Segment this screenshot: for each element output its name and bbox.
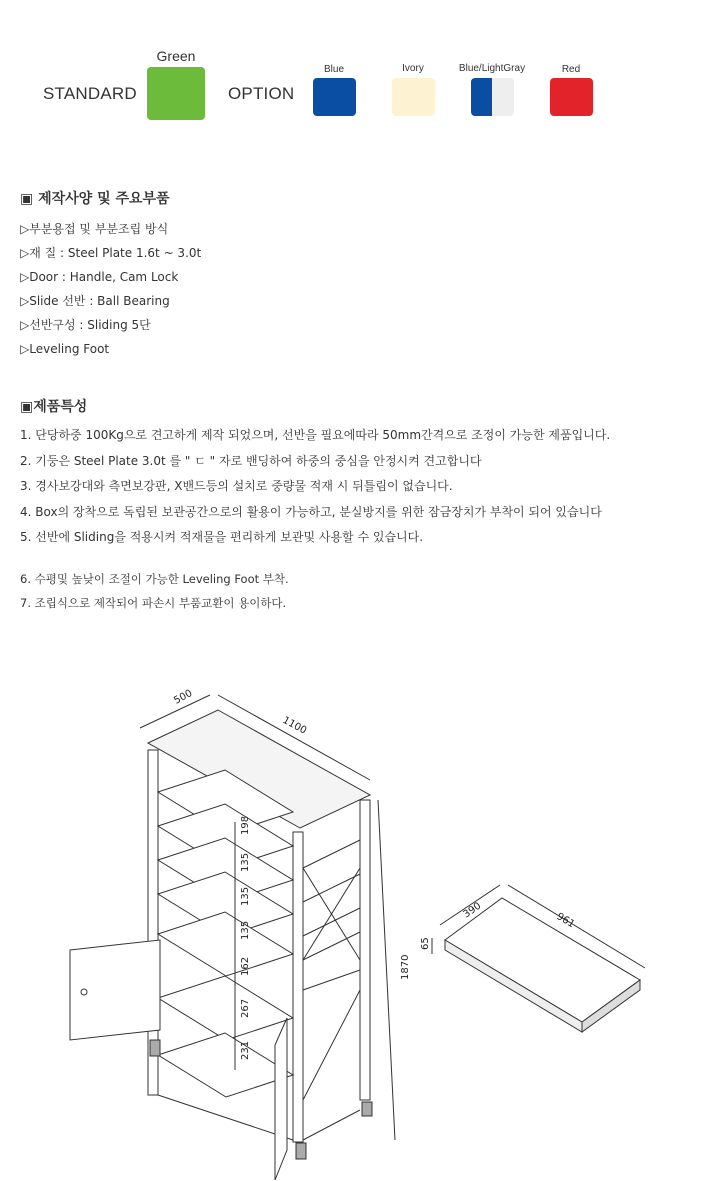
feature-item: 4. Box의 장착으로 독립된 보관공간으로의 활용이 가능하고, 분실방지를 위한 잠금장치가 부착이 되어 있습니다 — [20, 504, 602, 519]
feature-extra-list — [20, 567, 610, 615]
dim-tray-height: 65 — [420, 937, 431, 950]
dim-width: 1100 — [280, 714, 309, 737]
spec-list — [20, 217, 201, 361]
swatch-caption-red: Red — [561, 64, 581, 75]
dim-shelf-gap-5: 162 — [240, 956, 251, 976]
swatch-caption-blue-lightgray: Blue/LightGray — [458, 63, 526, 74]
cabinet-door-right — [275, 1018, 287, 1180]
standard-label: STANDARD — [43, 84, 137, 103]
dim-shelf-gap-7: 231 — [240, 1040, 251, 1060]
color-options — [0, 0, 709, 140]
swatch-ivory — [392, 78, 435, 116]
dim-depth: 500 — [172, 687, 195, 707]
swatch-red — [550, 78, 593, 116]
feature-item: 7. 조립식으로 제작되어 파손시 부품교환이 용이하다. — [20, 595, 287, 610]
back-right-post — [360, 800, 370, 1100]
swatch-caption-green: Green — [156, 48, 196, 64]
spec-item: ▷Door : Handle, Cam Lock — [20, 270, 179, 284]
dim-shelf-gap-4: 135 — [240, 920, 251, 940]
swatch-caption-blue: Blue — [323, 64, 344, 75]
feature-item: 6. 수평및 높낮이 조절이 가능한 Leveling Foot 부착. — [20, 571, 289, 586]
dim-tray-depth: 390 — [461, 900, 484, 921]
feature-item: 5. 선반에 Sliding을 적용시켜 적재물을 편리하게 보관및 사용할 수 있습니다. — [20, 530, 424, 544]
feature-item: 2. 기둥은 Steel Plate 3.0t 를 " ㄷ " 자로 밴딩하여 하중의 중심을 안정시켜 견고합니다 — [20, 453, 482, 468]
feature-item: 1. 단당하중 100Kg으로 견고하게 제작 되었으며, 선반을 필요에따라 50mm간격으로 조정이 가능한 제품입니다. — [20, 428, 611, 442]
feature-item: 3. 경사보강대와 측면보강판, X밴드등의 설치로 중량물 적재 시 뒤틀림이 없습니다. — [20, 479, 453, 493]
spec-item: ▷재 질 : Steel Plate 1.6t ~ 3.0t — [20, 246, 202, 260]
dim-shelf-gap-1: 198 — [240, 815, 251, 835]
spec-item: ▷Slide 선반 : Ball Bearing — [20, 294, 170, 308]
cabinet-drawing — [0, 640, 709, 1181]
spec-item: ▷Leveling Foot — [20, 342, 110, 356]
dim-shelf-gap-2: 135 — [240, 852, 251, 872]
side-rails — [303, 840, 360, 1100]
swatch-caption-ivory: Ivory — [402, 63, 424, 74]
shelves — [158, 770, 293, 1097]
dim-shelf-gap-6: 267 — [240, 998, 251, 1018]
dim-tray-width: 961 — [554, 911, 577, 931]
swatch-blue-part — [471, 78, 492, 116]
dim-shelf-gap-3: 135 — [240, 886, 251, 906]
feature-list — [20, 423, 610, 551]
swatch-blue — [313, 78, 356, 116]
specs-section — [20, 188, 201, 361]
swatch-green — [147, 67, 205, 120]
spec-item: ▷선반구성 : Sliding 5단 — [20, 318, 151, 332]
option-label: OPTION — [228, 84, 295, 103]
features-section — [20, 396, 610, 615]
swatch-gray-part — [492, 78, 514, 116]
spec-item: ▷부분용접 및 부분조립 방식 — [20, 222, 169, 236]
technical-drawing — [0, 640, 709, 1181]
features-title: ▣제품특성 — [20, 399, 88, 415]
dim-height: 1870 — [400, 954, 411, 980]
front-right-post — [293, 832, 303, 1142]
cabinet-door-left — [70, 940, 160, 1040]
specs-title: ▣ 제작사양 및 주요부품 — [20, 191, 170, 207]
swatch-blue-lightgray — [471, 78, 514, 116]
